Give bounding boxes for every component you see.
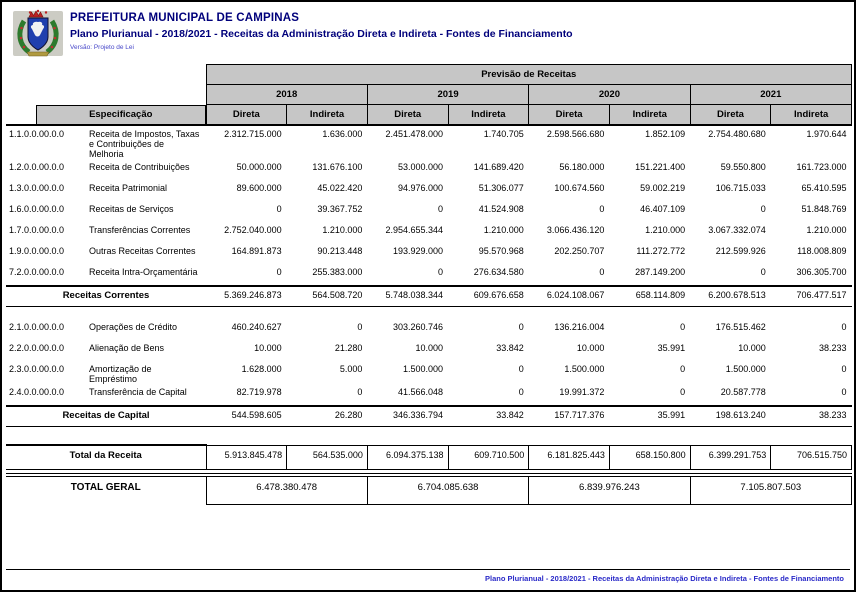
spec-header-holder [6, 105, 206, 126]
year-header-2021: 2021 [690, 85, 851, 105]
spec-header: Especificação [36, 105, 206, 124]
value-cell: 202.250.707 [554, 246, 605, 256]
revenue-row [6, 264, 852, 286]
spec-cell [6, 319, 206, 340]
value-cell: 1.500.000 [403, 364, 444, 374]
spec-cell [6, 264, 206, 286]
row-code: 2.4.0.0.00.0.0 [9, 387, 65, 397]
row-code: 2.3.0.0.00.0.0 [9, 364, 65, 374]
revenue-row [6, 180, 852, 201]
subtotal-value: 35.991 [609, 406, 690, 427]
subtotal-value: 198.613.240 [690, 406, 771, 427]
value-cell: 1.970.644 [806, 129, 847, 139]
value-cell: 0 [518, 322, 524, 332]
value-cell: 460.240.627 [231, 322, 282, 332]
header-spacer [6, 85, 206, 105]
row-code: 2.1.0.0.00.0.0 [9, 322, 65, 332]
value-cell: 0 [357, 322, 363, 332]
spacer-cell [6, 307, 852, 320]
row-label: Transferências Correntes [89, 225, 191, 235]
page-footer [6, 569, 850, 587]
total-value: 658.150.800 [609, 445, 690, 470]
value-cell: 45.022.420 [317, 183, 363, 193]
value-cell: 193.929.000 [393, 246, 444, 256]
revenue-table-header [6, 65, 852, 126]
value-cell: 212.599.926 [715, 246, 766, 256]
value-cell: 306.305.700 [796, 267, 847, 277]
value-cell: 0 [599, 267, 605, 277]
value-cell: 0 [438, 204, 444, 214]
subtotal-value: 38.233 [771, 406, 852, 427]
value-cell: 2.598.566.680 [546, 129, 605, 139]
header-spacer [6, 65, 206, 85]
row-code: 2.2.0.0.00.0.0 [9, 343, 65, 353]
revenue-row [6, 159, 852, 180]
value-cell: 10.000 [738, 343, 766, 353]
spacer-row [6, 307, 852, 320]
spec-cell [6, 384, 206, 406]
value-cell: 10.000 [576, 343, 605, 353]
row-code: 1.6.0.0.00.0.0 [9, 204, 65, 214]
total-value: 6.399.291.753 [690, 445, 771, 470]
value-cell: 51.306.077 [478, 183, 524, 193]
value-cell: 141.689.420 [473, 162, 524, 172]
value-cell: 0 [680, 387, 686, 397]
value-cell: 41.524.908 [478, 204, 524, 214]
value-cell: 5.000 [339, 364, 363, 374]
value-cell: 38.233 [818, 343, 847, 353]
spec-cell [6, 201, 206, 222]
year-header-2020: 2020 [529, 85, 690, 105]
value-cell: 3.067.332.074 [708, 225, 766, 235]
grandtotal-row [6, 475, 852, 505]
subtotal-value: 26.280 [287, 406, 368, 427]
row-code: 1.9.0.0.00.0.0 [9, 246, 65, 256]
revenue-row [6, 243, 852, 264]
value-cell: 1.628.000 [241, 364, 282, 374]
row-label: Operações de Crédito [89, 322, 178, 332]
value-cell: 56.180.000 [559, 162, 605, 172]
value-cell: 287.149.200 [635, 267, 686, 277]
value-cell: 0 [276, 204, 282, 214]
value-cell: 1.740.705 [483, 129, 524, 139]
value-cell: 0 [438, 267, 444, 277]
value-cell: 35.991 [657, 343, 686, 353]
col-header-direta: Direta [529, 105, 610, 126]
subtotal-value: 658.114.809 [609, 286, 690, 307]
revenue-row [6, 201, 852, 222]
subtotal-label: Receitas Correntes [6, 286, 206, 307]
value-cell: 2.954.655.344 [385, 225, 444, 235]
value-cell: 1.210.000 [483, 225, 524, 235]
value-cell: 131.676.100 [312, 162, 363, 172]
grandtotal-value: 6.839.976.243 [529, 475, 690, 505]
value-cell: 0 [680, 322, 686, 332]
subtotal-row [6, 406, 852, 427]
value-cell: 176.515.462 [715, 322, 766, 332]
row-label: Outras Receitas Correntes [89, 246, 196, 256]
subtotal-value: 706.477.517 [771, 286, 852, 307]
report-title: Plano Plurianual - 2018/2021 - Receitas da Administração Direta e Indireta - Fontes de Financiamento [70, 28, 573, 40]
value-cell: 303.260.746 [393, 322, 444, 332]
spec-cell [6, 125, 206, 159]
col-header-indireta: Indireta [609, 105, 690, 126]
group-header-row [6, 65, 852, 85]
row-label: Receita de Impostos, Taxas e Contribuições de Melhoria [89, 129, 200, 159]
total-value: 609.710.500 [448, 445, 529, 470]
value-cell: 33.842 [496, 343, 524, 353]
row-label: Transferência de Capital [89, 387, 187, 397]
grandtotal-value: 6.478.380.478 [206, 475, 367, 505]
row-code: 7.2.0.0.00.0.0 [9, 267, 65, 277]
row-code: 1.3.0.0.00.0.0 [9, 183, 65, 193]
value-cell: 1.500.000 [725, 364, 766, 374]
value-cell: 0 [599, 204, 605, 214]
value-cell: 255.383.000 [312, 267, 363, 277]
value-cell: 2.754.480.680 [708, 129, 766, 139]
city-crest-logo [12, 8, 64, 58]
spec-cell [6, 340, 206, 361]
grandtotal-value: 7.105.807.503 [690, 475, 851, 505]
total-value: 6.181.825.443 [529, 445, 610, 470]
value-cell: 0 [680, 364, 686, 374]
value-cell: 59.002.219 [640, 183, 686, 193]
row-label: Receita Patrimonial [89, 183, 168, 193]
value-cell: 0 [518, 387, 524, 397]
value-cell: 0 [841, 364, 847, 374]
row-code: 1.2.0.0.00.0.0 [9, 162, 65, 172]
value-cell: 0 [760, 204, 766, 214]
value-cell: 106.715.033 [715, 183, 766, 193]
subtotal-value: 5.369.246.873 [206, 286, 287, 307]
col-header-indireta: Indireta [448, 105, 529, 126]
value-cell: 10.000 [254, 343, 282, 353]
value-cell: 164.891.873 [231, 246, 282, 256]
value-cell: 2.312.715.000 [224, 129, 282, 139]
spec-cell [6, 243, 206, 264]
year-header-row [6, 85, 852, 105]
value-cell: 10.000 [415, 343, 444, 353]
grandtotal-label: TOTAL GERAL [6, 475, 206, 505]
spacer-cell [6, 427, 852, 446]
row-code: 1.1.0.0.00.0.0 [9, 129, 65, 139]
value-cell: 111.272.772 [636, 246, 686, 256]
value-cell: 1.210.000 [645, 225, 686, 235]
total-label: Total da Receita [6, 445, 206, 470]
revenue-row [6, 319, 852, 340]
subtotal-value: 6.024.108.067 [529, 286, 610, 307]
subtotal-value: 609.676.658 [448, 286, 529, 307]
revenue-row [6, 361, 852, 384]
value-cell: 1.636.000 [322, 129, 363, 139]
value-cell: 1.210.000 [322, 225, 363, 235]
total-value: 6.094.375.138 [367, 445, 448, 470]
sub-header-row [6, 105, 852, 126]
row-label: Receita Intra-Orçamentária [89, 267, 198, 277]
col-header-direta: Direta [690, 105, 771, 126]
value-cell: 21.280 [334, 343, 363, 353]
value-cell: 100.674.560 [554, 183, 605, 193]
value-cell: 3.066.436.120 [546, 225, 605, 235]
value-cell: 1.500.000 [564, 364, 605, 374]
footer-text: Plano Plurianual - 2018/2021 - Receitas da Administração Direta e Indireta - Fontes de Financiamento [484, 574, 844, 583]
row-label: Alienação de Bens [89, 343, 165, 353]
organization-name: PREFEITURA MUNICIPAL DE CAMPINAS [70, 12, 300, 24]
value-cell: 0 [357, 387, 363, 397]
value-cell: 41.566.048 [398, 387, 444, 397]
value-cell: 59.550.800 [720, 162, 766, 172]
subtotal-value: 564.508.720 [287, 286, 368, 307]
value-cell: 19.991.372 [559, 387, 605, 397]
value-cell: 276.634.580 [473, 267, 524, 277]
value-cell: 1.210.000 [806, 225, 847, 235]
value-cell: 46.407.109 [640, 204, 686, 214]
value-cell: 161.723.000 [796, 162, 847, 172]
spacer-row [6, 427, 852, 446]
total-row [6, 445, 852, 470]
col-header-direta: Direta [206, 105, 287, 126]
subtotal-value: 346.336.794 [367, 406, 448, 427]
value-cell: 89.600.000 [236, 183, 282, 193]
value-cell: 1.852.109 [645, 129, 686, 139]
subtotal-label: Receitas de Capital [6, 406, 206, 427]
value-cell: 0 [841, 387, 847, 397]
spec-cell [6, 361, 206, 384]
row-label: Receita de Contribuições [89, 162, 190, 172]
revenue-row [6, 340, 852, 361]
subtotal-value: 157.717.376 [529, 406, 610, 427]
value-cell: 90.213.448 [317, 246, 363, 256]
value-cell: 118.008.809 [797, 246, 847, 256]
year-header-2018: 2018 [206, 85, 367, 105]
subtotal-value: 33.842 [448, 406, 529, 427]
value-cell: 0 [518, 364, 524, 374]
value-cell: 20.587.778 [720, 387, 766, 397]
value-cell: 0 [760, 267, 766, 277]
row-code: 1.7.0.0.00.0.0 [9, 225, 65, 235]
total-value: 564.535.000 [287, 445, 368, 470]
value-cell: 0 [276, 267, 282, 277]
version-label: Versão: Projeto de Lei [70, 44, 134, 51]
year-header-2019: 2019 [367, 85, 528, 105]
spec-cell [6, 222, 206, 243]
title-block [70, 12, 573, 51]
col-header-direta: Direta [367, 105, 448, 126]
value-cell: 2.451.478.000 [385, 129, 444, 139]
row-label: Receitas de Serviços [89, 204, 174, 214]
value-cell: 50.000.000 [236, 162, 282, 172]
value-cell: 95.570.968 [478, 246, 524, 256]
value-cell: 39.367.752 [317, 204, 363, 214]
revenue-table [6, 64, 852, 505]
value-cell: 136.216.004 [554, 322, 605, 332]
value-cell: 151.221.400 [635, 162, 686, 172]
value-cell: 0 [841, 322, 847, 332]
value-cell: 65.410.595 [801, 183, 847, 193]
value-cell: 51.848.769 [801, 204, 847, 214]
value-cell: 94.976.000 [398, 183, 444, 193]
revenue-table-body [6, 125, 852, 505]
revenue-row [6, 384, 852, 406]
row-label: Amortização de Empréstimo [89, 364, 152, 384]
spec-cell [6, 159, 206, 180]
group-header-cell: Previsão de Receitas [206, 65, 852, 85]
grandtotal-value: 6.704.085.638 [367, 475, 528, 505]
spec-cell [6, 180, 206, 201]
subtotal-row [6, 286, 852, 307]
subtotal-value: 5.748.038.344 [367, 286, 448, 307]
subtotal-value: 6.200.678.513 [690, 286, 771, 307]
subtotal-value: 544.598.605 [206, 406, 287, 427]
total-value: 706.515.750 [771, 445, 852, 470]
col-header-indireta: Indireta [771, 105, 852, 126]
revenue-row [6, 222, 852, 243]
value-cell: 53.000.000 [398, 162, 444, 172]
revenue-row [6, 125, 852, 159]
value-cell: 82.719.978 [236, 387, 282, 397]
value-cell: 2.752.040.000 [224, 225, 282, 235]
col-header-indireta: Indireta [287, 105, 368, 126]
total-value: 5.913.845.478 [206, 445, 287, 470]
report-header [10, 7, 846, 63]
